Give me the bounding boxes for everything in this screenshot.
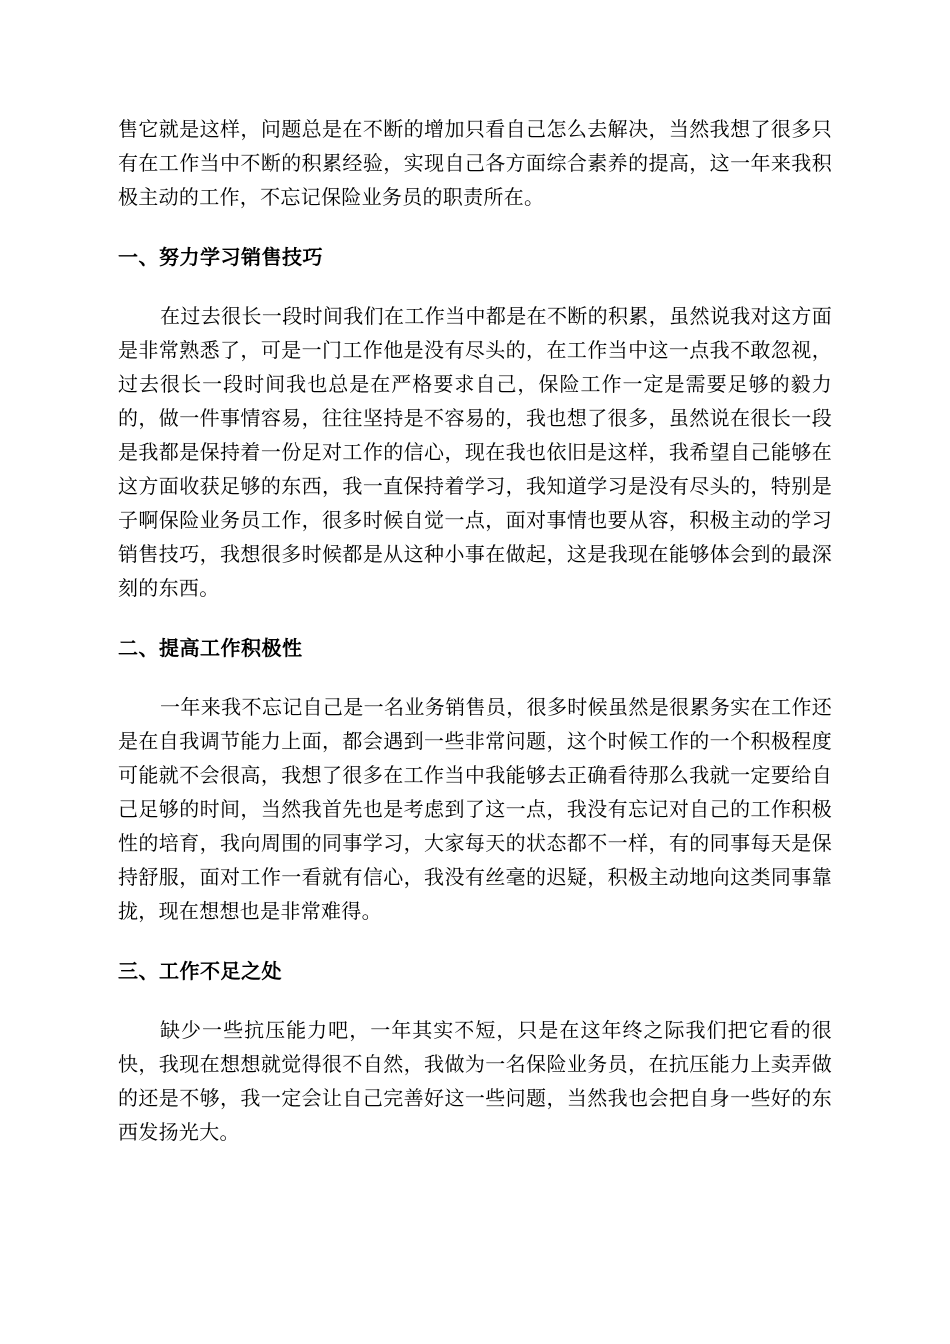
document-page [118, 112, 832, 1149]
spacer [118, 988, 832, 1013]
spacer [118, 665, 832, 690]
intro-paragraph: 售它就是这样，问题总是在不断的增加只看自己怎么去解决，当然我想了很多只有在工作当中不断的积累经验，实现自己各方面综合素养的提高，这一年来我积极主动的工作，不忘记保险业务员的职责所在。 [118, 117, 832, 209]
section-heading-2: 二、提高工作积极性 [118, 636, 303, 660]
section-heading-1: 一、努力学习销售技巧 [118, 245, 323, 269]
spacer [118, 274, 832, 299]
spacer [118, 605, 832, 631]
section-body-3: 缺少一些抗压能力吧，一年其实不短，只是在这年终之际我们把它看的很快，我现在想想就觉得很不自然，我做为一名保险业务员，在抗压能力上卖弄做的还是不够，我一定会让自己完善好这一些问题，当然我也会把自身一些好的东西发扬光大。 [118, 1018, 832, 1144]
section-body-2: 一年来我不忘记自己是一名业务销售员，很多时候虽然是很累务实在工作还是在自我调节能力上面，都会遇到一些非常问题，这个时候工作的一个积极程度可能就不会很高，我想了很多在工作当中我能够去正确看待那么我就一定要给自己足够的时间，当然我首先也是考虑到了这一点，我没有忘记对自己的工作积极性的培育，我向周围的同事学习，大家每天的状态都不一样，有的同事每天是保持舒服，面对工作一看就有信心，我没有丝毫的迟疑，积极主动地向这类同事靠拢，现在想想也是非常难得。 [118, 695, 832, 923]
spacer [118, 214, 832, 240]
section-body-1: 在过去很长一段时间我们在工作当中都是在不断的积累，虽然说我对这方面是非常熟悉了，可是一门工作他是没有尽头的，在工作当中这一点我不敢忽视，过去很长一段时间我也总是在严格要求自己，保险工作一定是需要足够的毅力的，做一件事情容易，往往坚持是不容易的，我也想了很多，虽然说在很长一段是我都是保持着一份足对工作的信心，现在我也依旧是这样，我希望自己能够在这方面收获足够的东西，我一直保持着学习，我知道学习是没有尽头的，特别是子啊保险业务员工作，很多时候自觉一点，面对事情也要从容，积极主动的学习销售技巧，我想很多时候都是从这种小事在做起，这是我现在能够体会到的最深刻的东西。 [118, 304, 832, 600]
spacer [118, 928, 832, 954]
section-heading-3: 三、工作不足之处 [118, 959, 282, 983]
